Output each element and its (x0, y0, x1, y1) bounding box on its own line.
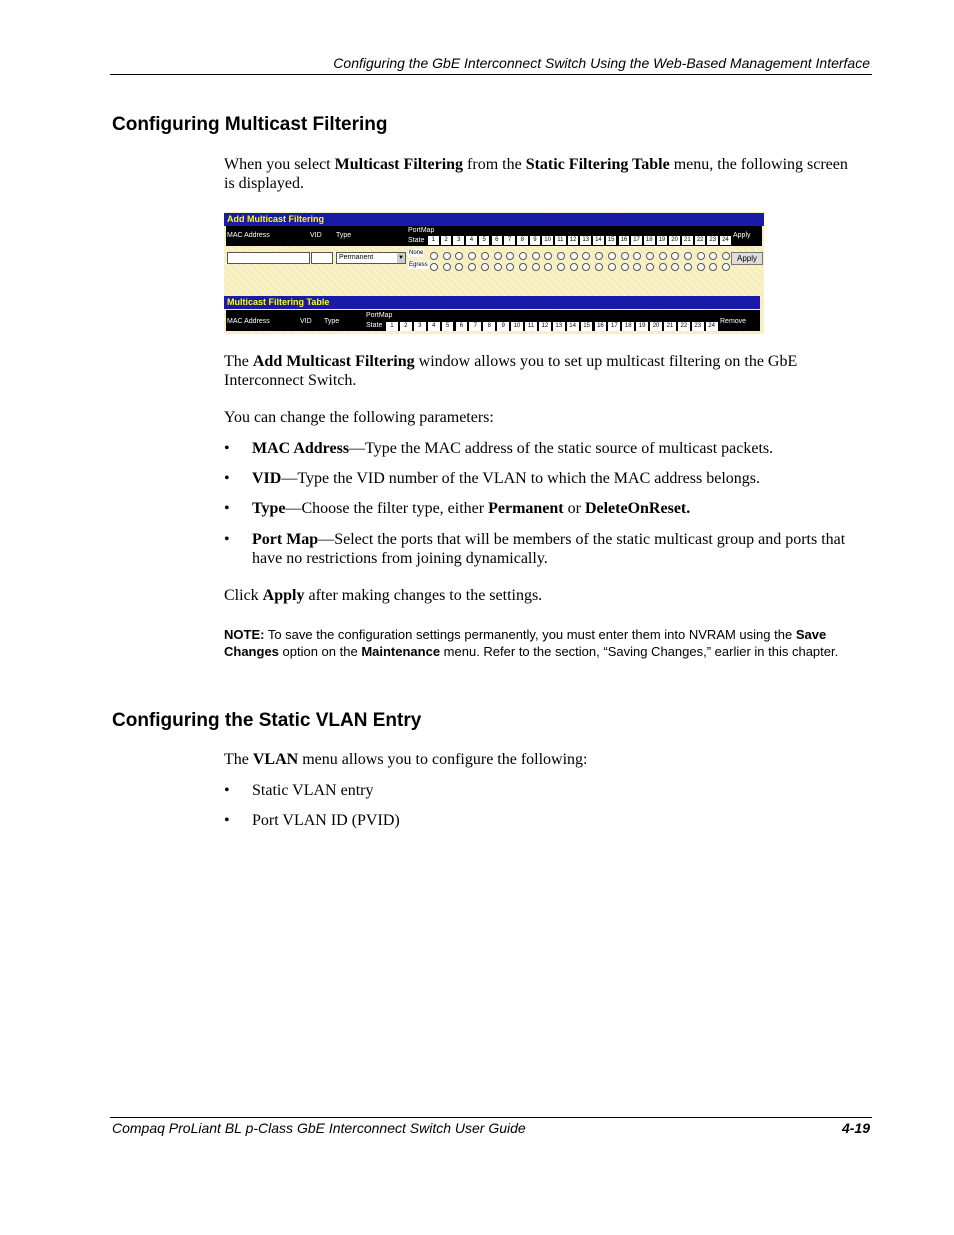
port-radio[interactable] (671, 263, 679, 271)
col-type: Type (336, 232, 352, 239)
port-number-cell: 2 (400, 322, 412, 331)
params-intro: You can change the following parameters: (224, 409, 494, 426)
section-heading-static-vlan: Configuring the Static VLAN Entry (112, 710, 422, 731)
port-number-cell: 3 (453, 236, 464, 245)
col-apply: Apply (733, 232, 751, 239)
col-mac-address: MAC Address (227, 232, 270, 239)
port-radio[interactable] (494, 252, 502, 260)
table-col-vid: VID (300, 318, 312, 325)
bullet-type: • Type—Choose the filter type, either Permanent or DeleteOnReset. (224, 500, 691, 517)
port-number-cell: 4 (466, 236, 477, 245)
vid-input[interactable] (311, 252, 333, 264)
bullet-port-map: • Port Map—Select the ports that will be members of the static multicast group and ports that have no restrictions from joining dynamically. (224, 531, 846, 567)
vlan-intro-paragraph: The VLAN menu allows you to configure the following: (224, 751, 588, 768)
port-number-cell: 14 (595, 237, 602, 243)
note-block: NOTE: To save the configuration settings permanently, you must enter them into NVRAM using the Save Changes option on the Maintenance menu. Refer to the section, “Saving Changes,” earlier in this chapter. (224, 627, 839, 659)
port-radio[interactable] (709, 252, 717, 260)
port-radio[interactable] (659, 252, 667, 260)
port-radio[interactable] (557, 263, 565, 271)
port-number-cell: 10 (511, 322, 523, 331)
port-number-cell: 22 (678, 322, 690, 331)
egress-label: Egress (409, 262, 428, 268)
port-number-cell: 15 (607, 237, 615, 243)
port-number-cell: 18 (622, 322, 634, 331)
port-number-cell: 20 (650, 322, 662, 331)
port-number-cell: 3 (414, 322, 426, 331)
port-number-cell: 24 (722, 237, 729, 243)
port-radio[interactable] (455, 263, 463, 271)
port-radio[interactable] (544, 263, 552, 271)
port-radio[interactable] (621, 263, 629, 271)
bullet-mac-address: • MAC Address—Type the MAC address of the static source of multicast packets. (224, 440, 774, 457)
port-number-cell: 17 (608, 322, 620, 331)
port-number-cell: 7 (469, 322, 481, 331)
port-number-cell: 12 (569, 237, 577, 243)
table-col-mac-address: MAC Address (227, 318, 270, 325)
add-multicast-paragraph: The Add Multicast Filtering window allows you to set up multicast filtering on the GbE Interconnect Switch. (224, 353, 798, 389)
port-number-cell: 19 (636, 322, 648, 331)
port-number-cell: 4 (428, 322, 440, 331)
apply-button[interactable]: Apply (731, 252, 763, 265)
port-radio[interactable] (671, 252, 679, 260)
port-radio[interactable] (646, 263, 654, 271)
col-vid: VID (310, 232, 322, 239)
port-number-cell: 21 (664, 322, 676, 331)
port-radio[interactable] (659, 263, 667, 271)
port-radio[interactable] (684, 263, 692, 271)
footer-title: Compaq ProLiant BL p-Class GbE Interconnect Switch User Guide (112, 1120, 526, 1136)
port-number-cell: 18 (645, 237, 653, 243)
port-number-cell: 16 (620, 237, 628, 243)
port-number-cell: 5 (479, 236, 490, 245)
port-radio[interactable] (544, 252, 552, 260)
click-apply-paragraph: Click Apply after making changes to the settings. (224, 587, 543, 604)
port-radio[interactable] (468, 263, 476, 271)
port-number-cell: 22 (696, 237, 704, 243)
bullet-static-vlan-entry: • Static VLAN entry (224, 782, 374, 799)
port-radio[interactable] (506, 252, 514, 260)
port-radio[interactable] (646, 252, 654, 260)
port-radio[interactable] (532, 263, 540, 271)
chevron-down-icon: ▼ (398, 255, 404, 261)
table-col-type: Type (324, 318, 340, 325)
none-label: None (409, 250, 424, 256)
bullet-port-vlan-id: • Port VLAN ID (PVID) (224, 812, 400, 829)
type-select[interactable]: Permanent ▼ (336, 252, 406, 264)
port-number-cell: 6 (492, 236, 503, 245)
port-number-cell: 8 (483, 322, 495, 331)
port-radio[interactable] (481, 263, 489, 271)
header-rule (110, 74, 872, 75)
footer-rule (110, 1117, 872, 1118)
port-radio[interactable] (570, 252, 578, 260)
port-radio[interactable] (532, 252, 540, 260)
port-number-cell: 1 (428, 236, 439, 245)
port-number-cell: 13 (582, 237, 590, 243)
mac-address-input[interactable] (227, 252, 310, 264)
col-portmap: PortMap (408, 227, 435, 234)
port-radio[interactable] (621, 252, 629, 260)
port-number-cell: 23 (709, 237, 717, 243)
port-number-cell: 9 (497, 322, 509, 331)
port-radio[interactable] (633, 252, 641, 260)
table-col-portmap: PortMap (366, 312, 393, 319)
port-radio[interactable] (557, 252, 565, 260)
port-number-cell: 16 (595, 322, 607, 331)
port-radio[interactable] (595, 252, 603, 260)
port-radio[interactable] (430, 252, 438, 260)
port-number-cell: 23 (692, 322, 704, 331)
port-radio[interactable] (722, 263, 730, 271)
port-radio[interactable] (722, 252, 730, 260)
multicast-filtering-screenshot (224, 212, 764, 334)
port-radio[interactable] (519, 252, 527, 260)
port-radio[interactable] (633, 263, 641, 271)
port-number-cell: 24 (706, 322, 718, 331)
port-number-cell: 14 (567, 322, 579, 331)
port-radio[interactable] (494, 263, 502, 271)
port-radio[interactable] (468, 252, 476, 260)
port-number-cell: 5 (442, 322, 454, 331)
port-number-cell: 21 (684, 237, 691, 243)
port-number-cell: 19 (658, 237, 666, 243)
port-radio[interactable] (697, 263, 705, 271)
port-number-cell: 17 (633, 237, 640, 243)
section-heading-multicast: Configuring Multicast Filtering (112, 114, 388, 135)
port-number-cell: 10 (544, 237, 551, 243)
port-radio[interactable] (430, 263, 438, 271)
page-number: 4-19 (841, 1120, 870, 1136)
port-radio[interactable] (608, 252, 616, 260)
port-number-cell: 9 (530, 236, 541, 245)
port-radio[interactable] (570, 263, 578, 271)
port-radio[interactable] (506, 263, 514, 271)
port-radio[interactable] (519, 263, 527, 271)
port-number-cell: 7 (504, 236, 515, 245)
running-header: Configuring the GbE Interconnect Switch Using the Web-Based Management Interface (333, 55, 870, 71)
port-radio[interactable] (443, 252, 451, 260)
port-number-cell: 13 (553, 322, 565, 331)
port-radio[interactable] (684, 252, 692, 260)
port-number-cell: 15 (581, 322, 593, 331)
port-radio[interactable] (455, 252, 463, 260)
col-state: State (408, 237, 425, 244)
table-col-state: State (366, 322, 383, 329)
port-radio[interactable] (608, 263, 616, 271)
table-col-remove: Remove (720, 318, 747, 325)
port-radio[interactable] (582, 263, 590, 271)
port-number-cell: 6 (456, 322, 468, 331)
intro-paragraph: When you select Multicast Filtering from the Static Filtering Table menu, the following screen is displayed. (224, 156, 848, 192)
port-radio[interactable] (582, 252, 590, 260)
port-number-cell: 11 (555, 236, 566, 245)
port-number-cell: 11 (525, 322, 537, 331)
port-radio[interactable] (443, 263, 451, 271)
add-multicast-title-bar: Add Multicast Filtering (224, 213, 764, 226)
port-radio[interactable] (697, 252, 705, 260)
port-number-cell: 1 (386, 322, 398, 331)
port-number-cell: 8 (517, 236, 528, 245)
multicast-table-title-bar: Multicast Filtering Table (224, 296, 760, 309)
port-number-cell: 20 (671, 237, 678, 243)
port-radio[interactable] (481, 252, 489, 260)
port-number-cell: 12 (539, 322, 551, 331)
port-radio[interactable] (595, 263, 603, 271)
port-radio[interactable] (709, 263, 717, 271)
bullet-vid: • VID—Type the VID number of the VLAN to which the MAC address belongs. (224, 470, 760, 487)
port-number-cell: 2 (441, 236, 452, 245)
